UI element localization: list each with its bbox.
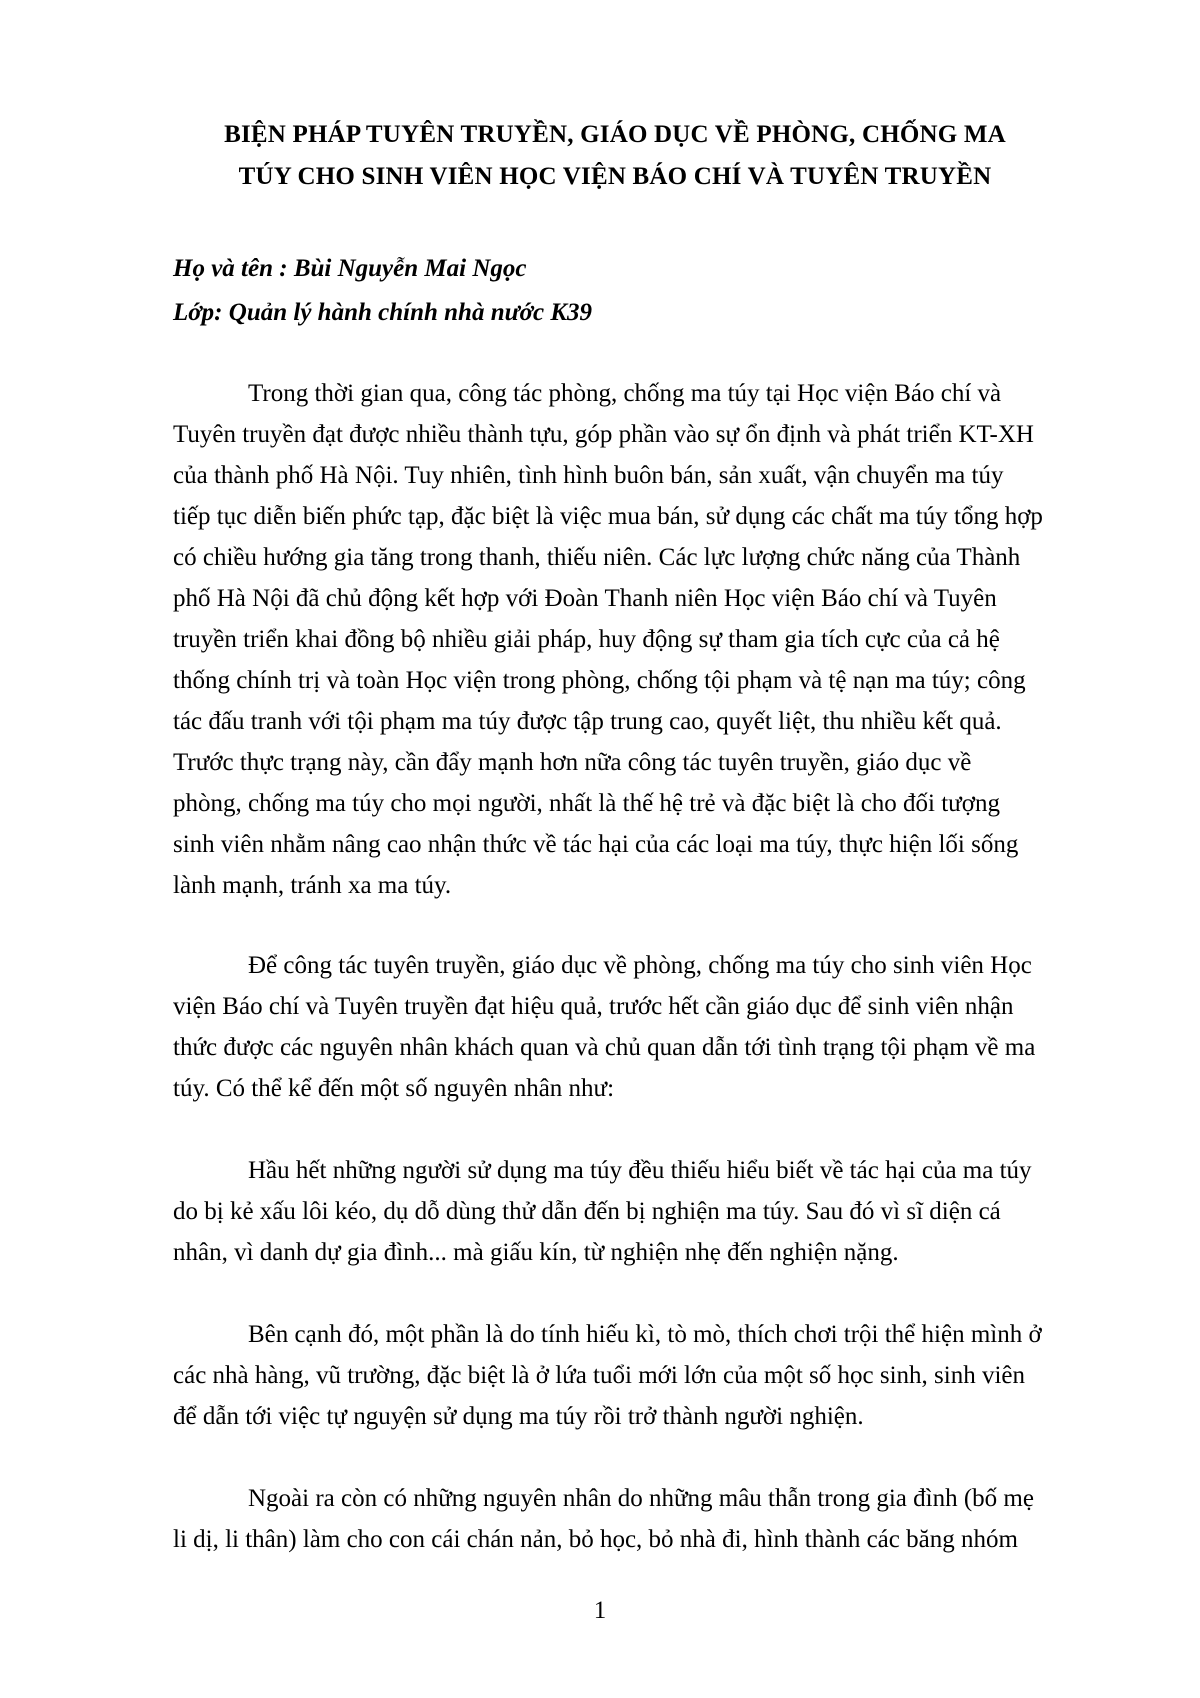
paragraph-line: lành mạnh, tránh xa ma túy. <box>173 872 452 899</box>
paragraph-line: tiếp tục diễn biến phức tạp, đặc biệt là việc mua bán, sử dụng các chất ma túy tổng hợp <box>173 503 1043 530</box>
paragraph-line: Trước thực trạng này, cần đẩy mạnh hơn nữa công tác tuyên truyền, giáo dục về <box>173 749 972 776</box>
paragraph <box>173 1314 1078 1437</box>
paragraph-line: Ngoài ra còn có những nguyên nhân do những mâu thẫn trong gia đình (bố mẹ <box>248 1485 1034 1512</box>
paragraph-line: Bên cạnh đó, một phần là do tính hiếu kì, tò mò, thích chơi trội thể hiện mình ở <box>248 1321 1042 1348</box>
paragraph-line: Tuyên truyền đạt được nhiều thành tựu, góp phần vào sự ổn định và phát triển KT-XH <box>173 421 1034 448</box>
author-name: Họ và tên : Bùi Nguyễn Mai Ngọc <box>173 255 527 282</box>
paragraph-line: phòng, chống ma túy cho mọi người, nhất là thế hệ trẻ và đặc biệt là cho đối tượng <box>173 790 1000 817</box>
paragraph-line: Để công tác tuyên truyền, giáo dục về phòng, chống ma túy cho sinh viên Học <box>248 952 1032 979</box>
paragraph-line: Hầu hết những người sử dụng ma túy đều thiếu hiểu biết về tác hại của ma túy <box>248 1157 1032 1184</box>
document-title <box>150 114 1080 198</box>
title-line: TÚY CHO SINH VIÊN HỌC VIỆN BÁO CHÍ VÀ TUYÊN TRUYỀN <box>238 163 992 190</box>
author-class: Lớp: Quản lý hành chính nhà nước K39 <box>173 299 593 326</box>
paragraph <box>173 945 1078 1109</box>
paragraph-line: li dị, li thân) làm cho con cái chán nản, bỏ học, bỏ nhà đi, hình thành các băng nhóm <box>173 1526 1018 1553</box>
paragraph-line: thống chính trị và toàn Học viện trong phòng, chống tội phạm và tệ nạn ma túy; công <box>173 667 1026 694</box>
paragraph-line: nhân, vì danh dự gia đình... mà giấu kín, từ nghiện nhẹ đến nghiện nặng. <box>173 1239 899 1266</box>
paragraph-line: tác đấu tranh với tội phạm ma túy được tập trung cao, quyết liệt, thu nhiều kết quả. <box>173 708 1002 735</box>
paragraph-line: phố Hà Nội đã chủ động kết hợp với Đoàn Thanh niên Học viện Báo chí và Tuyên <box>173 585 997 612</box>
paragraph-line: truyền triển khai đồng bộ nhiều giải pháp, huy động sự tham gia tích cực của cả hệ <box>173 626 1000 653</box>
paragraph <box>173 1150 1078 1273</box>
paragraph-line: các nhà hàng, vũ trường, đặc biệt là ở lứa tuổi mới lớn của một số học sinh, sinh viên <box>173 1362 1026 1389</box>
paragraph-line: viện Báo chí và Tuyên truyền đạt hiệu quả, trước hết cần giáo dục để sinh viên nhận <box>173 993 1014 1020</box>
title-line: BIỆN PHÁP TUYÊN TRUYỀN, GIÁO DỤC VỀ PHÒNG, CHỐNG MA <box>224 121 1006 148</box>
page-number: 1 <box>593 1597 607 1624</box>
paragraph-line: của thành phố Hà Nội. Tuy nhiên, tình hình buôn bán, sản xuất, vận chuyển ma túy <box>173 462 1004 489</box>
paragraph-line: để dẫn tới việc tự nguyện sử dụng ma túy rồi trở thành người nghiện. <box>173 1403 864 1430</box>
paragraph-line: Trong thời gian qua, công tác phòng, chống ma túy tại Học viện Báo chí và <box>248 380 1002 407</box>
author-info <box>173 247 592 335</box>
paragraph-line: sinh viên nhằm nâng cao nhận thức về tác hại của các loại ma túy, thực hiện lối sống <box>173 831 1019 858</box>
paragraph <box>173 373 1078 906</box>
paragraph-line: thức được các nguyên nhân khách quan và chủ quan dẫn tới tình trạng tội phạm về ma <box>173 1034 1036 1061</box>
paragraph-line: túy. Có thể kể đến một số nguyên nhân như: <box>173 1075 615 1102</box>
paragraph <box>173 1478 1078 1560</box>
paragraph-line: có chiều hướng gia tăng trong thanh, thiếu niên. Các lực lượng chức năng của Thành <box>173 544 1021 571</box>
paragraph-line: do bị kẻ xấu lôi kéo, dụ dỗ dùng thử dẫn đến bị nghiện ma túy. Sau đó vì sĩ diện cá <box>173 1198 1001 1225</box>
